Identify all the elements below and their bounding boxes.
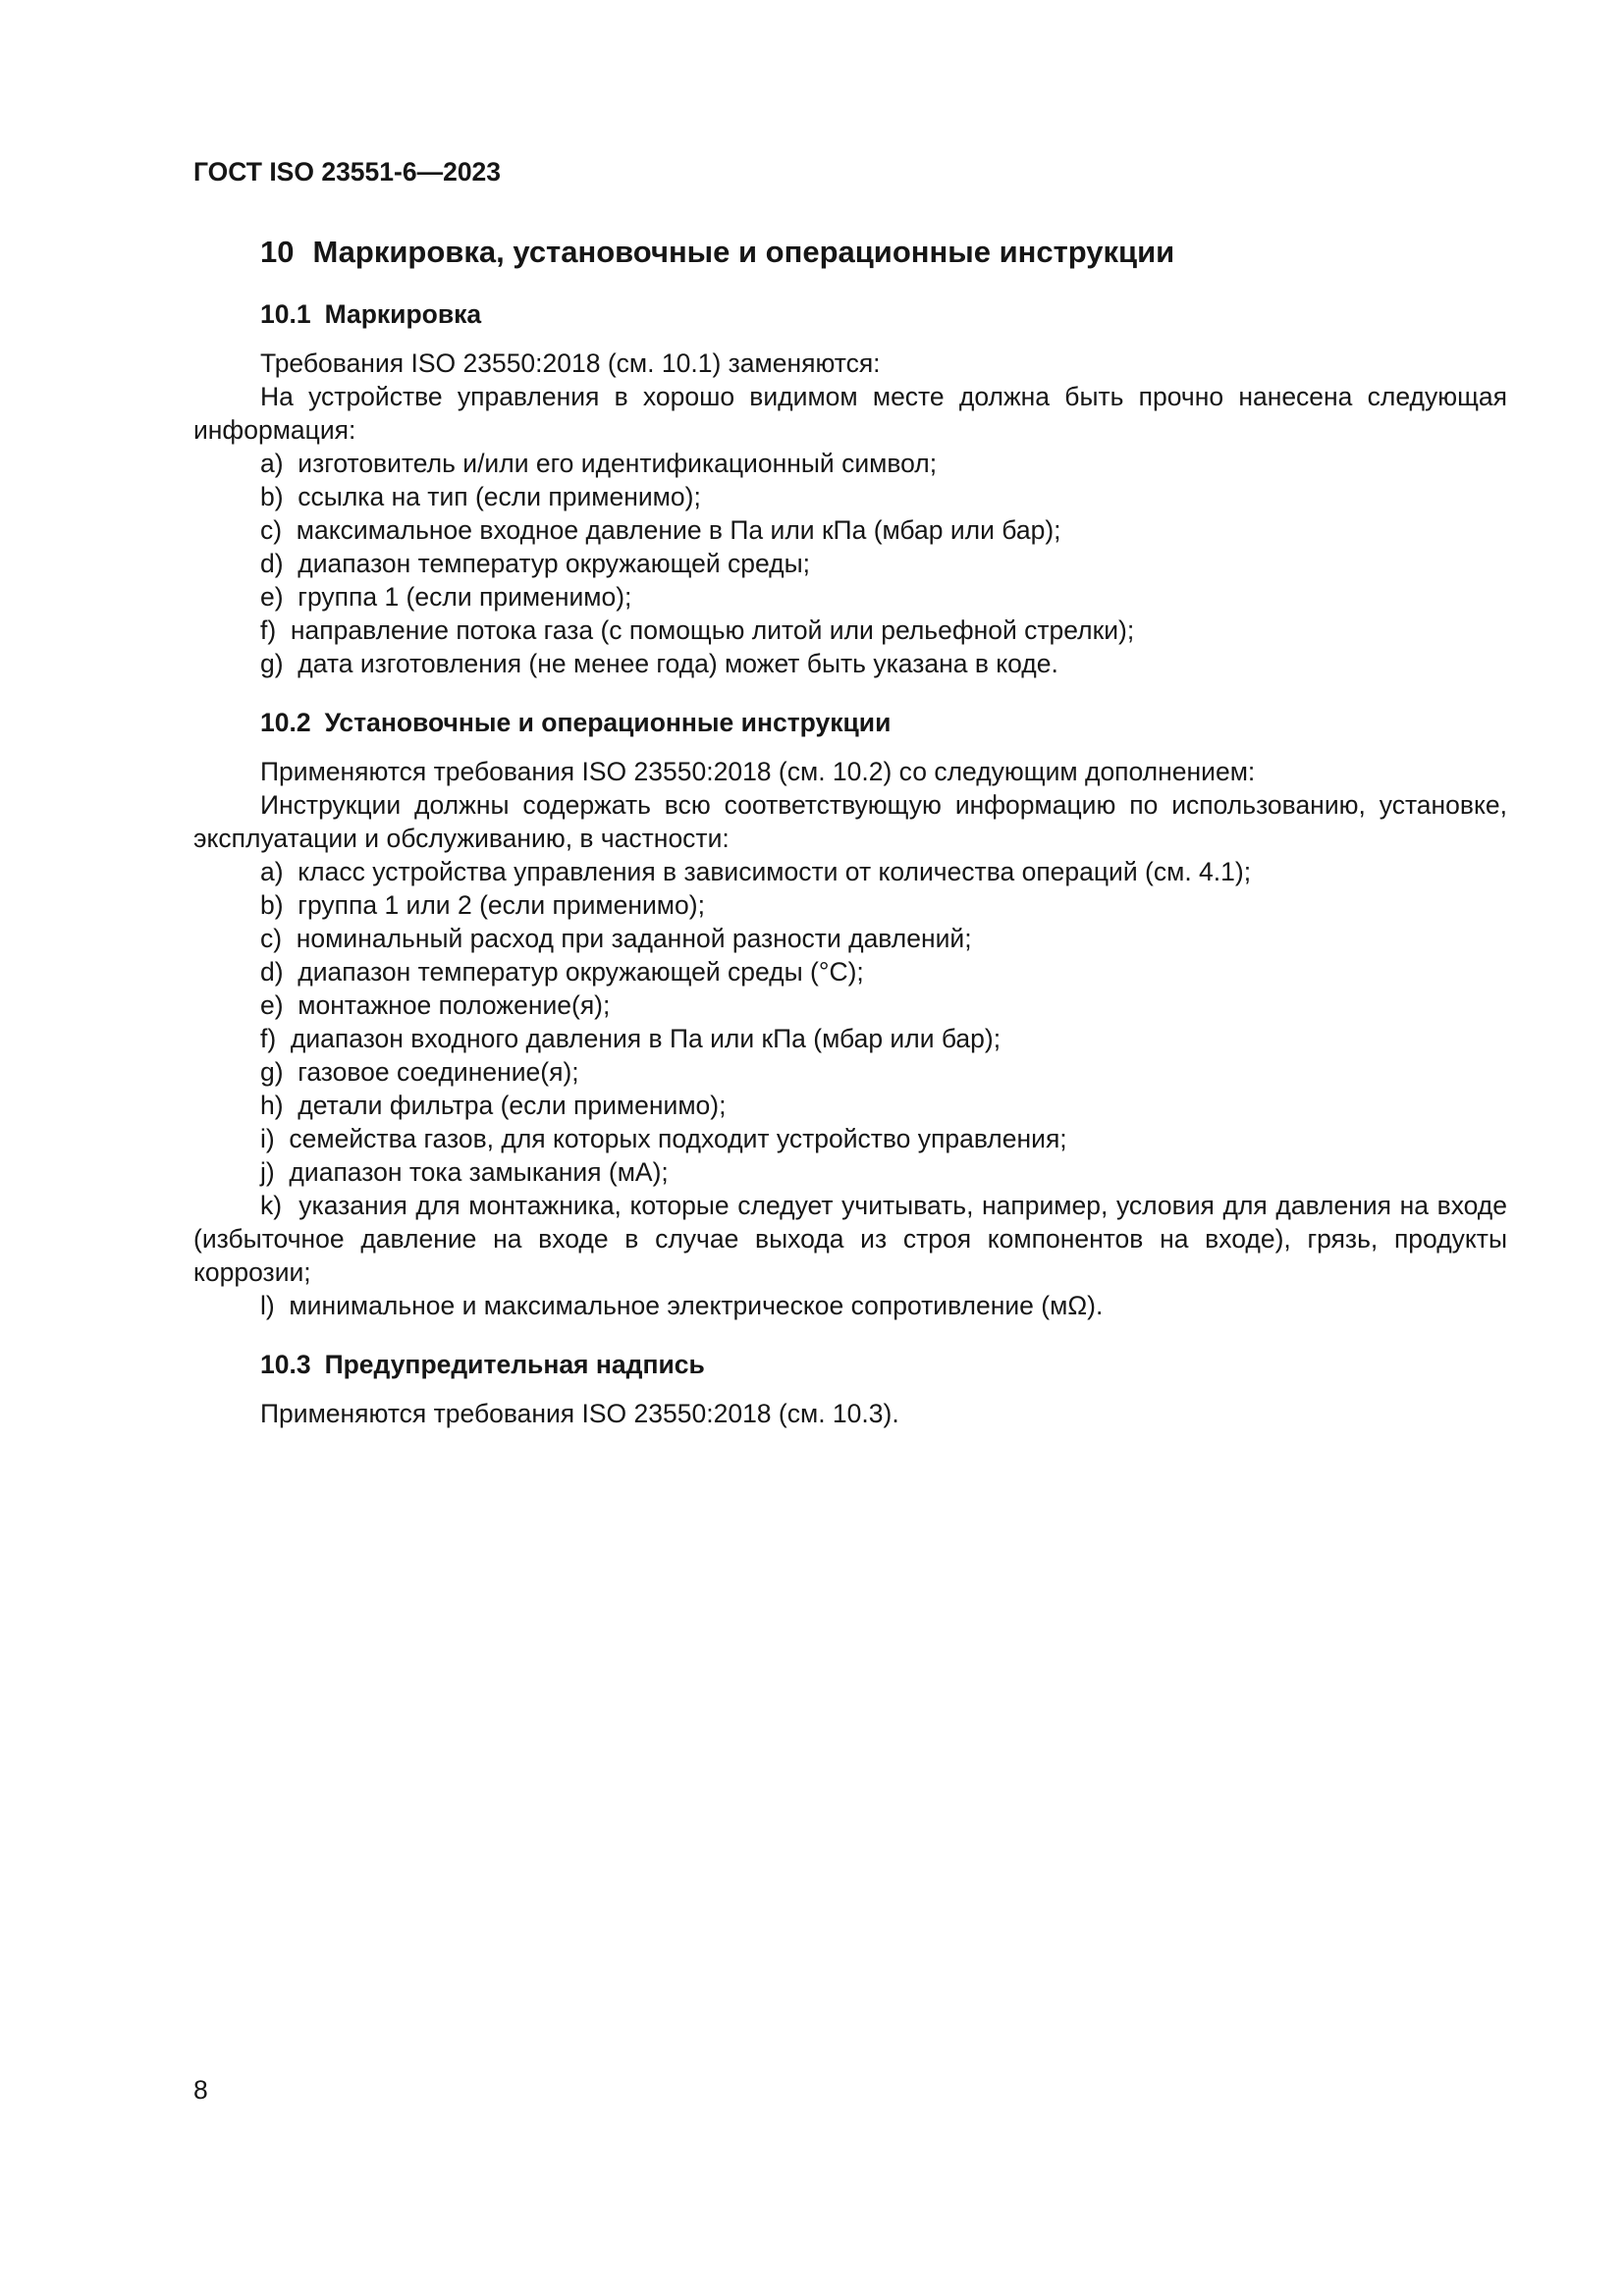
list-item-10-2-g: g) газовое соединение(я);	[260, 1057, 579, 1087]
list-item-10-2-k: k) указания для монтажника, которые следует учитывать, например, условия для давления на входе (избыточное давление на входе в случае выхода из строя компонентов на входе), грязь, продукты коррозии;	[193, 1191, 1507, 1287]
list-item-10-1-e: e) группа 1 (если применимо);	[260, 582, 632, 612]
list-item-10-2-h: h) детали фильтра (если применимо);	[260, 1091, 727, 1120]
subsection-10-1-heading	[260, 297, 1507, 331]
chapter-title: Маркировка, установочные и операционные инструкции	[312, 235, 1175, 269]
doc-code-header: ГОСТ ISO 23551-6—2023	[193, 157, 502, 187]
list-item-10-1-a: a) изготовитель и/или его идентификационный символ;	[260, 449, 938, 478]
list-item-10-2-c: c) номинальный расход при заданной разности давлений;	[260, 924, 972, 953]
paragraph-10-1-requirements: На устройстве управления в хорошо видимом месте должна быть прочно нанесена следующая информация:	[193, 382, 1507, 445]
paragraph-10-2-intro: Применяются требования ISO 23550:2018 (см. 10.2) со следующим дополнением:	[260, 757, 1256, 786]
list-item-10-2-d: d) диапазон температур окружающей среды (°С);	[260, 957, 864, 987]
list-item-10-1-f: f) направление потока газа (с помощью литой или рельефной стрелки);	[260, 615, 1135, 645]
chapter-number: 10	[260, 235, 295, 269]
subsection-number: 10.1	[260, 299, 311, 329]
subsection-number: 10.2	[260, 708, 311, 737]
paragraph-10-3-intro: Применяются требования ISO 23550:2018 (см. 10.3).	[260, 1399, 899, 1428]
subsection-title: Предупредительная надпись	[324, 1350, 705, 1379]
subsection-title: Маркировка	[324, 299, 482, 329]
subsection-number: 10.3	[260, 1350, 311, 1379]
list-item-10-1-g: g) дата изготовления (не менее года) может быть указана в коде.	[260, 649, 1058, 678]
subsection-title: Установочные и операционные инструкции	[324, 708, 892, 737]
list-item-10-2-j: j) диапазон тока замыкания (мА);	[260, 1157, 669, 1187]
list-item-10-1-b: b) ссылка на тип (если применимо);	[260, 482, 701, 511]
list-item-10-2-l: l) минимальное и максимальное электрическое сопротивление (мΩ).	[260, 1291, 1104, 1320]
list-item-10-2-b: b) группа 1 или 2 (если применимо);	[260, 890, 705, 920]
list-item-10-2-e: e) монтажное положение(я);	[260, 990, 611, 1020]
subsection-10-2-heading	[260, 706, 1507, 739]
subsection-10-3-heading	[260, 1348, 1507, 1381]
paragraph-10-2-requirements: Инструкции должны содержать всю соответствующую информацию по использованию, установке, эксплуатации и обслуживанию, в частности:	[193, 790, 1507, 853]
list-item-10-2-i: i) семейства газов, для которых подходит устройство управления;	[260, 1124, 1067, 1153]
list-item-10-1-c: c) максимальное входное давление в Па или кПа (мбар или бар);	[260, 515, 1061, 545]
list-item-10-2-a: a) класс устройства управления в зависимости от количества операций (см. 4.1);	[260, 857, 1252, 886]
paragraph-10-1-intro: Требования ISO 23550:2018 (см. 10.1) заменяются:	[260, 348, 881, 378]
chapter-10-heading	[260, 233, 1507, 272]
page-number: 8	[193, 2075, 208, 2105]
list-item-10-1-d: d) диапазон температур окружающей среды;	[260, 549, 811, 578]
list-item-10-2-f: f) диапазон входного давления в Па или кПа (мбар или бар);	[260, 1024, 1001, 1053]
